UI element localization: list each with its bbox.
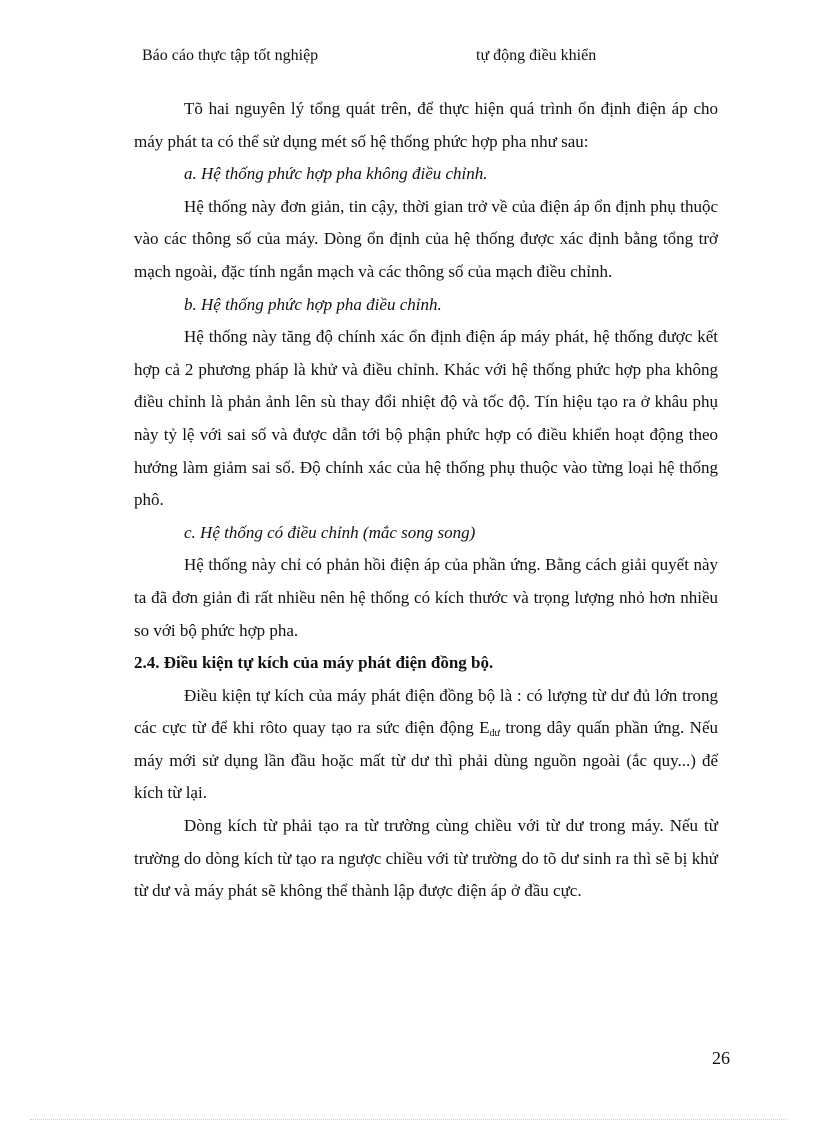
paragraph-self-excitation — [134, 680, 718, 810]
header-left-title: Báo cáo thực tập tốt nghiệp — [142, 47, 319, 64]
document-body — [134, 93, 718, 908]
item-c-heading: c. Hệ thống có điều chỉnh (mắc song song) — [184, 522, 476, 542]
paragraph-item-c: Hệ thống này chỉ có phản hồi điện áp của phần ứng. Bằng cách giải quyết này ta đã đơn giản đi rất nhiều nên hệ thống có kích thước và trọng lượng nhỏ hơn nhiều so với bộ phức hợp pha. — [134, 555, 718, 640]
paragraph-excitation-current: Dòng kích từ phải tạo ra từ trường cùng chiều với từ dư trong máy. Nếu từ trường do dòng kích từ tạo ra ngược chiều với từ trường do tõ dư sinh ra thì sẽ bị khử từ dư và máy phát sẽ không thể thành lập được điện áp ở đầu cực. — [134, 816, 718, 901]
item-b-heading: b. Hệ thống phức hợp pha điều chỉnh. — [184, 294, 442, 314]
paragraph-item-a: Hệ thống này đơn giản, tin cậy, thời gian trở về của điện áp ổn định phụ thuộc vào các thông số của máy. Dòng ổn định của hệ thống được xác định bằng tổng trở mạch ngoài, đặc tính ngắn mạch và các thông số của mạch điều chỉnh. — [134, 196, 718, 281]
item-a-heading: a. Hệ thống phức hợp pha không điều chỉnh. — [184, 164, 488, 184]
paragraph-self-excitation-part1: Điều kiện tự kích của máy phát điện đồng bộ là : có lượng từ dư đủ lớn trong các cực từ để khi rôto quay tạo ra sức điện động E — [134, 685, 718, 738]
page-number: 26 — [712, 1048, 730, 1068]
paragraph-item-b: Hệ thống này tăng độ chính xác ổn định điện áp máy phát, hệ thống được kết hợp cả 2 phương pháp là khử và điều chỉnh. Khác với hệ thống phức hợp pha không điều chỉnh là phản ảnh lên sù thay đổi nhiệt độ và tốc độ. Tín hiệu tạo ra ở khâu phụ này tỷ lệ với sai số và được dẫn tới bộ phận phức hợp có điều khiển hoạt động theo hướng làm giảm sai số. Độ chính xác của hệ thống phụ thuộc vào từng loại hệ thống phô. — [134, 327, 718, 510]
page-header — [142, 47, 742, 69]
header-right-title: tự động điều khiển — [476, 47, 597, 64]
paragraph-intro: Tõ hai nguyên lý tổng quát trên, để thực hiện quá trình ổn định điện áp cho máy phát ta có thể sử dụng mét số hệ thống phức hợp pha như sau: — [134, 99, 718, 151]
paragraph-self-excitation-part2: trong dây quấn phần ứng. Nếu máy mới sử dụng lần đầu hoặc mất từ dư thì phải dùng nguồn ngoài (ắc quy...) để kích từ lại. — [134, 718, 718, 803]
section-heading-2-4: 2.4. Điều kiện tự kích của máy phát điện đồng bộ. — [134, 653, 494, 673]
footer-divider — [30, 1119, 786, 1120]
subscript-du: dư — [489, 728, 500, 740]
